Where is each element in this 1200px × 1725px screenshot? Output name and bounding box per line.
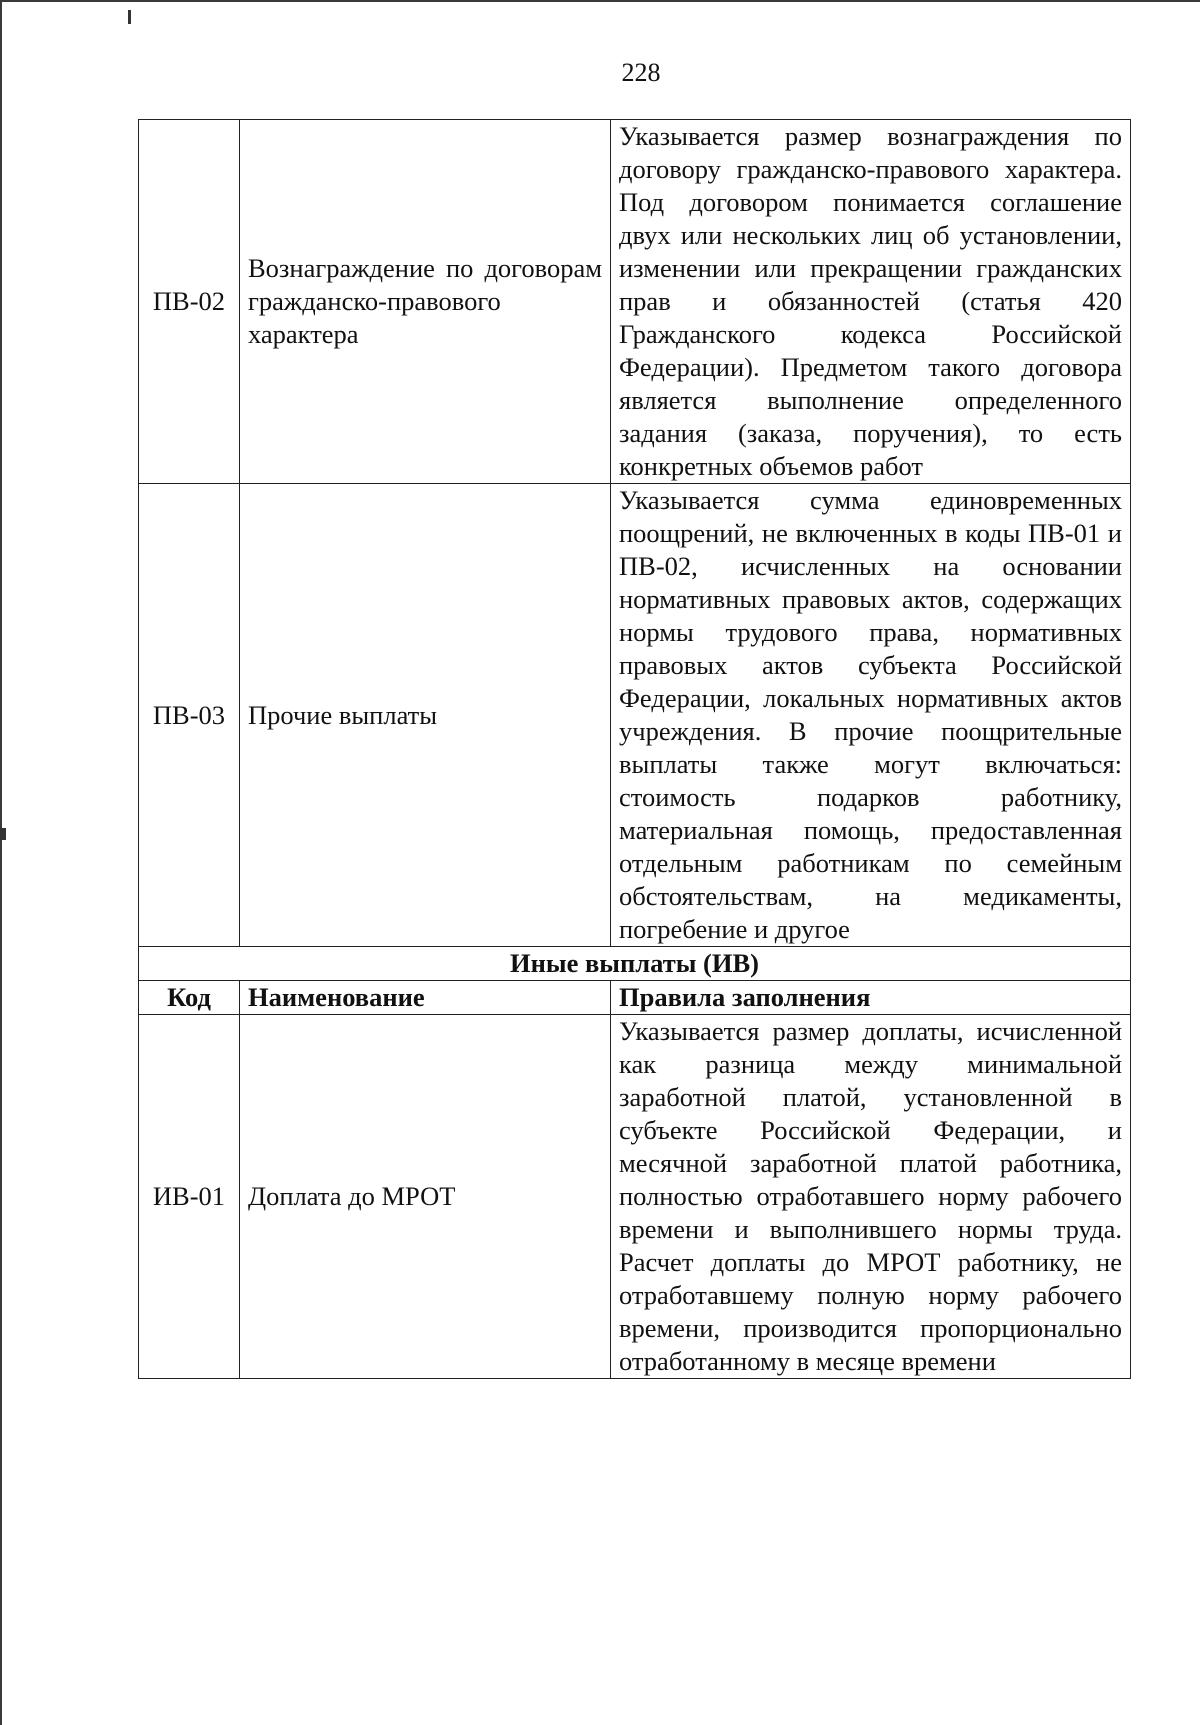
row-name: Доплата до МРОТ [240, 1015, 611, 1379]
header-code: Код [139, 981, 240, 1015]
row-code: ПВ-02 [139, 120, 240, 484]
row-name: Прочие выплаты [240, 484, 611, 947]
scan-mark [0, 828, 6, 840]
section-title: Иные выплаты (ИВ) [139, 947, 1131, 981]
row-rule: Указывается сумма единовременных поощрений, не включенных в коды ПВ-01 и ПВ-02, исчисленных на основании нормативных правовых актов, содержащих нормы трудового права, нормативных правовых актов субъекта Российской Федерации, локальных нормативных актов учреждения. В прочие поощрительные выплаты также могут включаться: стоимость подарков работнику, материальная помощь, предоставленная отдельным работникам по семейным обстоятельствам, на медикаменты, погребение и другое [611, 484, 1131, 947]
row-name: Вознаграждение по договорам гражданско-правового характера [240, 120, 611, 484]
row-code: ПВ-03 [139, 484, 240, 947]
page-number: 228 [621, 58, 661, 87]
payments-table [138, 119, 1131, 1379]
header-rule: Правила заполнения [611, 981, 1131, 1015]
row-code: ИВ-01 [139, 1015, 240, 1379]
row-rule: Указывается размер доплаты, исчисленной как разница между минимальной заработной платой, установленной в субъекте Российской Федерации, и месячной заработной платой работника, полностью отработавшего норму рабочего времени и выполнившего нормы труда. Расчет доплаты до МРОТ работнику, не отработавшему полную норму рабочего времени, производится пропорционально отработанному в месяце времени [611, 1015, 1131, 1379]
scan-mark [128, 10, 131, 24]
table-row [139, 120, 1131, 484]
table-row [139, 484, 1131, 947]
table-row [139, 1015, 1131, 1379]
header-name: Наименование [240, 981, 611, 1015]
section-row [139, 947, 1131, 981]
header-row [139, 981, 1131, 1015]
row-rule: Указывается размер вознаграждения по договору гражданско-правового характера. Под договором понимается соглашение двух или нескольких лиц об установлении, изменении или прекращении гражданских прав и обязанностей (статья 420 Гражданского кодекса Российской Федерации). Предметом такого договора является выполнение определенного задания (заказа, поручения), то есть конкретных объемов работ [611, 120, 1131, 484]
